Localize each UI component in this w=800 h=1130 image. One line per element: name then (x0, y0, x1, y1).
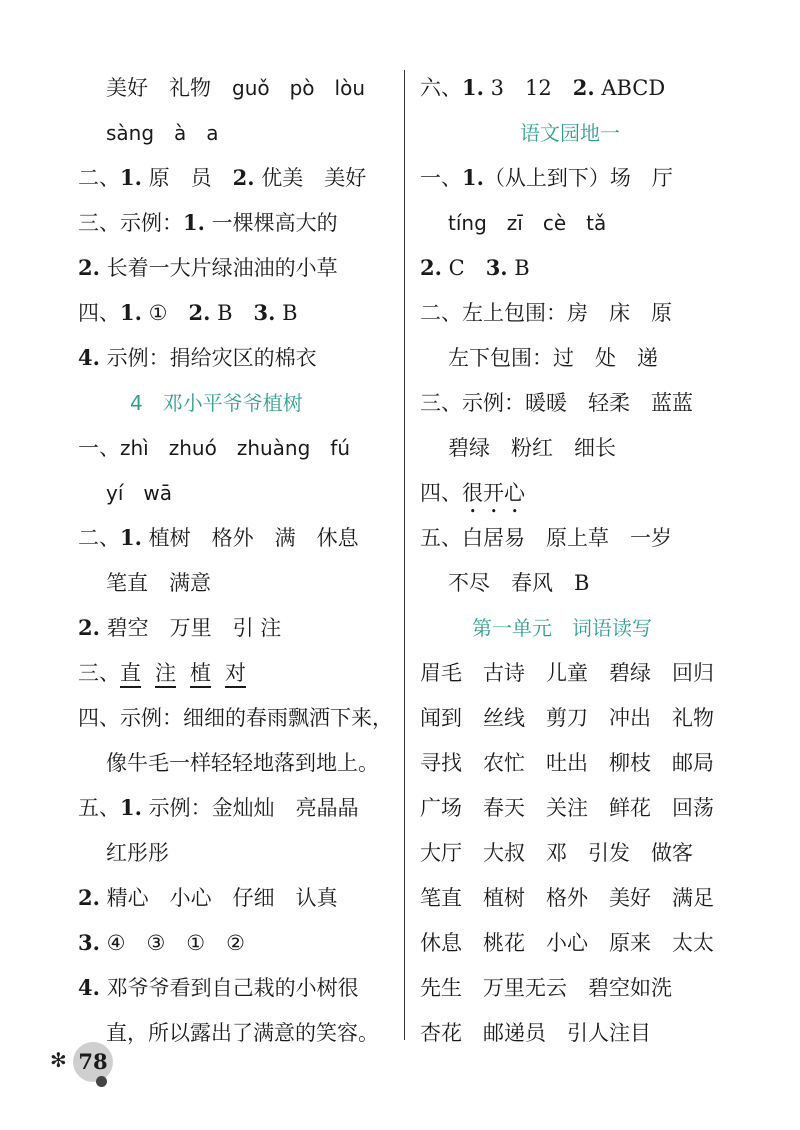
answer-line: 二、左上包围：房 床 原 (420, 301, 672, 325)
page-dot-icon (96, 1076, 107, 1087)
answer-line: 红彤彤 (106, 841, 169, 865)
word-row: 寻找 农忙 吐出 柳枝 邮局 (420, 751, 714, 775)
answer-line: 三、示例：暖暖 轻柔 蓝蓝 (420, 391, 693, 415)
answer-line: 4. 邓爷爷看到自己栽的小树很 (78, 975, 359, 1000)
lesson-title: 4 邓小平爷爷植树 (130, 391, 303, 415)
answer-line: 2. C 3. B (420, 255, 530, 280)
page-number: 78 (73, 1042, 113, 1082)
answer-line: 二、1. 植树 格外 满 休息 (78, 525, 359, 550)
answer-line: 三、直 注 植 对 (78, 661, 246, 685)
word-row: 眉毛 古诗 儿童 碧绿 回归 (420, 661, 714, 685)
answer-line: 美好 礼物 guǒ pò lòu (106, 76, 366, 100)
answer-line: 左下包围：过 处 递 (448, 346, 658, 370)
answer-line: 四、很开心 (420, 481, 525, 505)
answer-line: sàng à a (106, 121, 219, 145)
word-row: 先生 万里无云 碧空如洗 (420, 976, 672, 1000)
word-row: 笔直 植树 格外 美好 满足 (420, 886, 714, 910)
section-title: 语文园地一 (520, 121, 620, 145)
answer-line: 像牛毛一样轻轻地落到地上。 (106, 751, 379, 775)
answer-line: 2. 碧空 万里 引 注 (78, 615, 282, 640)
answer-line: 五、1. 示例：金灿灿 亮晶晶 (78, 795, 359, 820)
answer-line: 五、白居易 原上草 一岁 (420, 526, 672, 550)
unit-title: 第一单元 词语读写 (472, 616, 652, 640)
answer-line: 三、示例：1. 一棵棵高大的 (78, 210, 338, 235)
answer-line: 4. 示例：捐给灾区的棉衣 (78, 345, 317, 370)
answer-line: 2. 精心 小心 仔细 认真 (78, 885, 338, 910)
answer-line: 碧绿 粉红 细长 (448, 436, 616, 460)
answer-line: 笔直 满意 (106, 571, 211, 595)
word-row: 闻到 丝线 剪刀 冲出 礼物 (420, 706, 714, 730)
answer-line: 一、1.（从上到下）场 厅 (420, 165, 673, 190)
word-row: 大厅 大叔 邓 引发 做客 (420, 841, 693, 865)
answer-line: 直，所以露出了满意的笑容。 (106, 1021, 379, 1045)
answer-line: 四、示例：细细的春雨飘洒下来， (78, 706, 393, 730)
answer-line: 六、1. 3 12 2. ABCD (420, 75, 666, 100)
answer-line: 不尽 春风 B (448, 571, 590, 595)
answer-line: 2. 长着一大片绿油油的小草 (78, 255, 338, 280)
star-icon: ✻ (50, 1048, 67, 1072)
column-divider (404, 70, 405, 1040)
word-row: 休息 桃花 小心 原来 太太 (420, 931, 714, 955)
answer-line: 一、zhì zhuó zhuàng fú (78, 436, 351, 460)
word-row: 杏花 邮递员 引人注目 (420, 1021, 651, 1045)
answer-line: 3. ④ ③ ① ② (78, 930, 245, 955)
answer-line: tíng zī cè tǎ (448, 211, 607, 235)
answer-line: 二、1. 原 员 2. 优美 美好 (78, 165, 367, 190)
answer-line: 四、1. ① 2. B 3. B (78, 300, 298, 325)
answer-line: yí wā (106, 481, 173, 505)
word-row: 广场 春天 关注 鲜花 回荡 (420, 796, 714, 820)
